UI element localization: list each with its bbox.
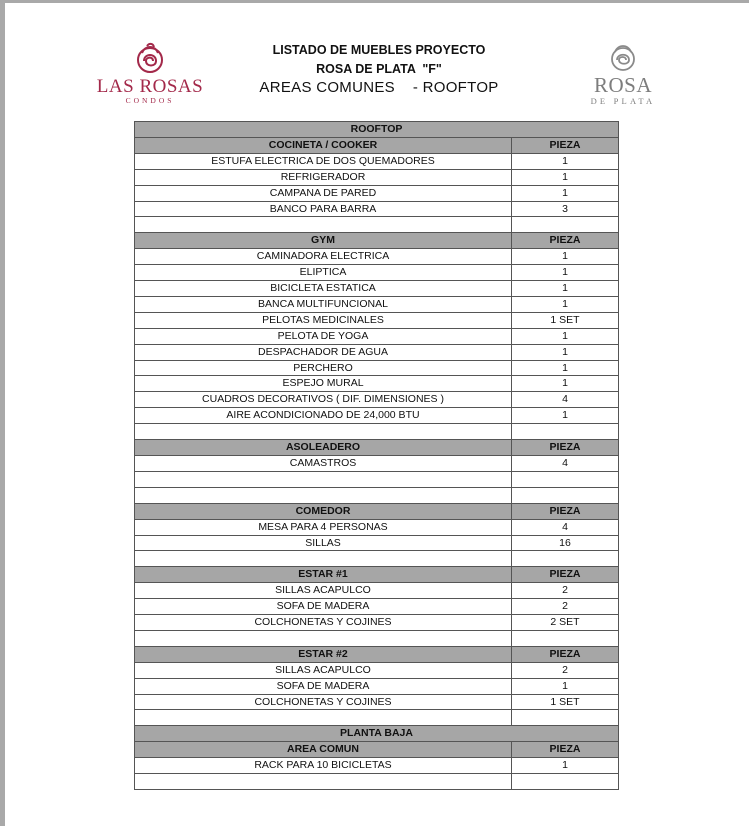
item-qty: 1 SET bbox=[512, 694, 619, 710]
section-row-rooftop bbox=[135, 122, 619, 138]
item-name: DESPACHADOR DE AGUA bbox=[135, 344, 512, 360]
item-name: REFRIGERADOR bbox=[135, 169, 512, 185]
qty-header: PIEZA bbox=[512, 440, 619, 456]
qty-header: PIEZA bbox=[512, 646, 619, 662]
table-row bbox=[135, 281, 619, 297]
table-row bbox=[135, 344, 619, 360]
item-name: ESPEJO MURAL bbox=[135, 376, 512, 392]
qty-header: PIEZA bbox=[512, 503, 619, 519]
table-row bbox=[135, 249, 619, 265]
blank-cell bbox=[512, 710, 619, 726]
item-name: PELOTAS MEDICINALES bbox=[135, 312, 512, 328]
group-header-row bbox=[135, 233, 619, 249]
item-name: MESA PARA 4 PERSONAS bbox=[135, 519, 512, 535]
item-name: BICICLETA ESTATICA bbox=[135, 281, 512, 297]
las-rosas-logo-name: LAS ROSAS bbox=[96, 76, 204, 97]
document-title bbox=[239, 41, 519, 97]
blank-cell bbox=[512, 551, 619, 567]
item-qty: 1 bbox=[512, 296, 619, 312]
item-qty: 4 bbox=[512, 392, 619, 408]
item-qty: 1 bbox=[512, 281, 619, 297]
table-row bbox=[135, 201, 619, 217]
blank-cell bbox=[135, 630, 512, 646]
group-header-row bbox=[135, 137, 619, 153]
table-row bbox=[135, 185, 619, 201]
document-page bbox=[5, 3, 749, 826]
blank-cell bbox=[512, 217, 619, 233]
blank-row bbox=[135, 471, 619, 487]
item-name: PELOTA DE YOGA bbox=[135, 328, 512, 344]
blank-row bbox=[135, 630, 619, 646]
blank-cell bbox=[512, 424, 619, 440]
group-header-row bbox=[135, 742, 619, 758]
blank-row bbox=[135, 424, 619, 440]
group-name: ESTAR #2 bbox=[135, 646, 512, 662]
item-qty: 2 bbox=[512, 583, 619, 599]
table-row bbox=[135, 758, 619, 774]
item-name: SILLAS ACAPULCO bbox=[135, 662, 512, 678]
blank-row bbox=[135, 710, 619, 726]
item-qty: 1 bbox=[512, 249, 619, 265]
table-row bbox=[135, 360, 619, 376]
group-header-row bbox=[135, 503, 619, 519]
las-rosas-logo-sub: CONDOS bbox=[125, 96, 175, 105]
item-name: ELIPTICA bbox=[135, 265, 512, 281]
qty-header: PIEZA bbox=[512, 567, 619, 583]
qty-header: PIEZA bbox=[512, 742, 619, 758]
blank-cell bbox=[135, 551, 512, 567]
item-name: COLCHONETAS Y COJINES bbox=[135, 694, 512, 710]
table-row bbox=[135, 296, 619, 312]
blank-cell bbox=[135, 710, 512, 726]
item-qty: 1 bbox=[512, 376, 619, 392]
table-row bbox=[135, 519, 619, 535]
item-name: SOFA DE MADERA bbox=[135, 599, 512, 615]
item-name: SILLAS bbox=[135, 535, 512, 551]
blank-row bbox=[135, 217, 619, 233]
item-name: BANCO PARA BARRA bbox=[135, 201, 512, 217]
blank-cell bbox=[135, 424, 512, 440]
item-qty: 1 bbox=[512, 408, 619, 424]
title-line-3: AREAS COMUNES - ROOFTOP bbox=[259, 79, 499, 96]
item-name: CAMINADORA ELECTRICA bbox=[135, 249, 512, 265]
section-title: ROOFTOP bbox=[135, 122, 619, 138]
blank-cell bbox=[135, 774, 512, 790]
item-qty: 16 bbox=[512, 535, 619, 551]
item-qty: 1 bbox=[512, 678, 619, 694]
group-name: ESTAR #1 bbox=[135, 567, 512, 583]
group-name: ASOLEADERO bbox=[135, 440, 512, 456]
section-row-planta-baja bbox=[135, 726, 619, 742]
rosa-de-plata-logo-sub: DE PLATA bbox=[590, 96, 656, 106]
blank-row bbox=[135, 774, 619, 790]
table-row bbox=[135, 694, 619, 710]
group-header-row bbox=[135, 567, 619, 583]
item-qty: 1 bbox=[512, 328, 619, 344]
table-row bbox=[135, 265, 619, 281]
table-row bbox=[135, 615, 619, 631]
item-qty: 4 bbox=[512, 456, 619, 472]
table-row bbox=[135, 583, 619, 599]
group-header-row bbox=[135, 440, 619, 456]
table-row bbox=[135, 535, 619, 551]
blank-cell bbox=[512, 630, 619, 646]
blank-cell bbox=[135, 487, 512, 503]
item-qty: 1 bbox=[512, 344, 619, 360]
group-name: COMEDOR bbox=[135, 503, 512, 519]
title-line-1: LISTADO DE MUEBLES PROYECTO bbox=[272, 43, 486, 57]
item-qty: 1 bbox=[512, 360, 619, 376]
item-qty: 2 bbox=[512, 599, 619, 615]
table-row bbox=[135, 169, 619, 185]
item-name: SILLAS ACAPULCO bbox=[135, 583, 512, 599]
table-row bbox=[135, 153, 619, 169]
furniture-table bbox=[134, 121, 619, 790]
item-name: ESTUFA ELECTRICA DE DOS QUEMADORES bbox=[135, 153, 512, 169]
rose-icon bbox=[133, 41, 167, 75]
table-row bbox=[135, 392, 619, 408]
table-row bbox=[135, 662, 619, 678]
qty-header: PIEZA bbox=[512, 137, 619, 153]
blank-cell bbox=[512, 487, 619, 503]
group-name: GYM bbox=[135, 233, 512, 249]
blank-row bbox=[135, 487, 619, 503]
rosa-de-plata-logo-name: ROSA bbox=[593, 73, 653, 97]
table-row bbox=[135, 312, 619, 328]
item-qty: 1 SET bbox=[512, 312, 619, 328]
group-name: COCINETA / COOKER bbox=[135, 137, 512, 153]
section-title: PLANTA BAJA bbox=[135, 726, 619, 742]
item-qty: 1 bbox=[512, 758, 619, 774]
item-name: CAMASTROS bbox=[135, 456, 512, 472]
title-line-2: ROSA DE PLATA "F" bbox=[316, 62, 442, 76]
item-name: SOFA DE MADERA bbox=[135, 678, 512, 694]
table-row bbox=[135, 678, 619, 694]
item-name: CUADROS DECORATIVOS ( DIF. DIMENSIONES ) bbox=[135, 392, 512, 408]
las-rosas-logo bbox=[85, 41, 215, 105]
item-qty: 2 SET bbox=[512, 615, 619, 631]
qty-header: PIEZA bbox=[512, 233, 619, 249]
group-header-row bbox=[135, 646, 619, 662]
blank-cell bbox=[135, 217, 512, 233]
item-name: RACK PARA 10 BICICLETAS bbox=[135, 758, 512, 774]
item-name: CAMPANA DE PARED bbox=[135, 185, 512, 201]
silver-rose-icon bbox=[603, 41, 643, 75]
blank-cell bbox=[512, 774, 619, 790]
table-row bbox=[135, 376, 619, 392]
item-qty: 1 bbox=[512, 185, 619, 201]
table-row bbox=[135, 328, 619, 344]
item-name: PERCHERO bbox=[135, 360, 512, 376]
rosa-de-plata-logo bbox=[573, 41, 673, 109]
table-row bbox=[135, 408, 619, 424]
item-qty: 1 bbox=[512, 153, 619, 169]
item-name: AIRE ACONDICIONADO DE 24,000 BTU bbox=[135, 408, 512, 424]
item-name: BANCA MULTIFUNCIONAL bbox=[135, 296, 512, 312]
item-qty: 4 bbox=[512, 519, 619, 535]
item-qty: 1 bbox=[512, 265, 619, 281]
item-qty: 1 bbox=[512, 169, 619, 185]
table-row bbox=[135, 456, 619, 472]
item-qty: 3 bbox=[512, 201, 619, 217]
blank-row bbox=[135, 551, 619, 567]
item-qty: 2 bbox=[512, 662, 619, 678]
item-name: COLCHONETAS Y COJINES bbox=[135, 615, 512, 631]
blank-cell bbox=[512, 471, 619, 487]
blank-cell bbox=[135, 471, 512, 487]
group-name: AREA COMUN bbox=[135, 742, 512, 758]
table-row bbox=[135, 599, 619, 615]
